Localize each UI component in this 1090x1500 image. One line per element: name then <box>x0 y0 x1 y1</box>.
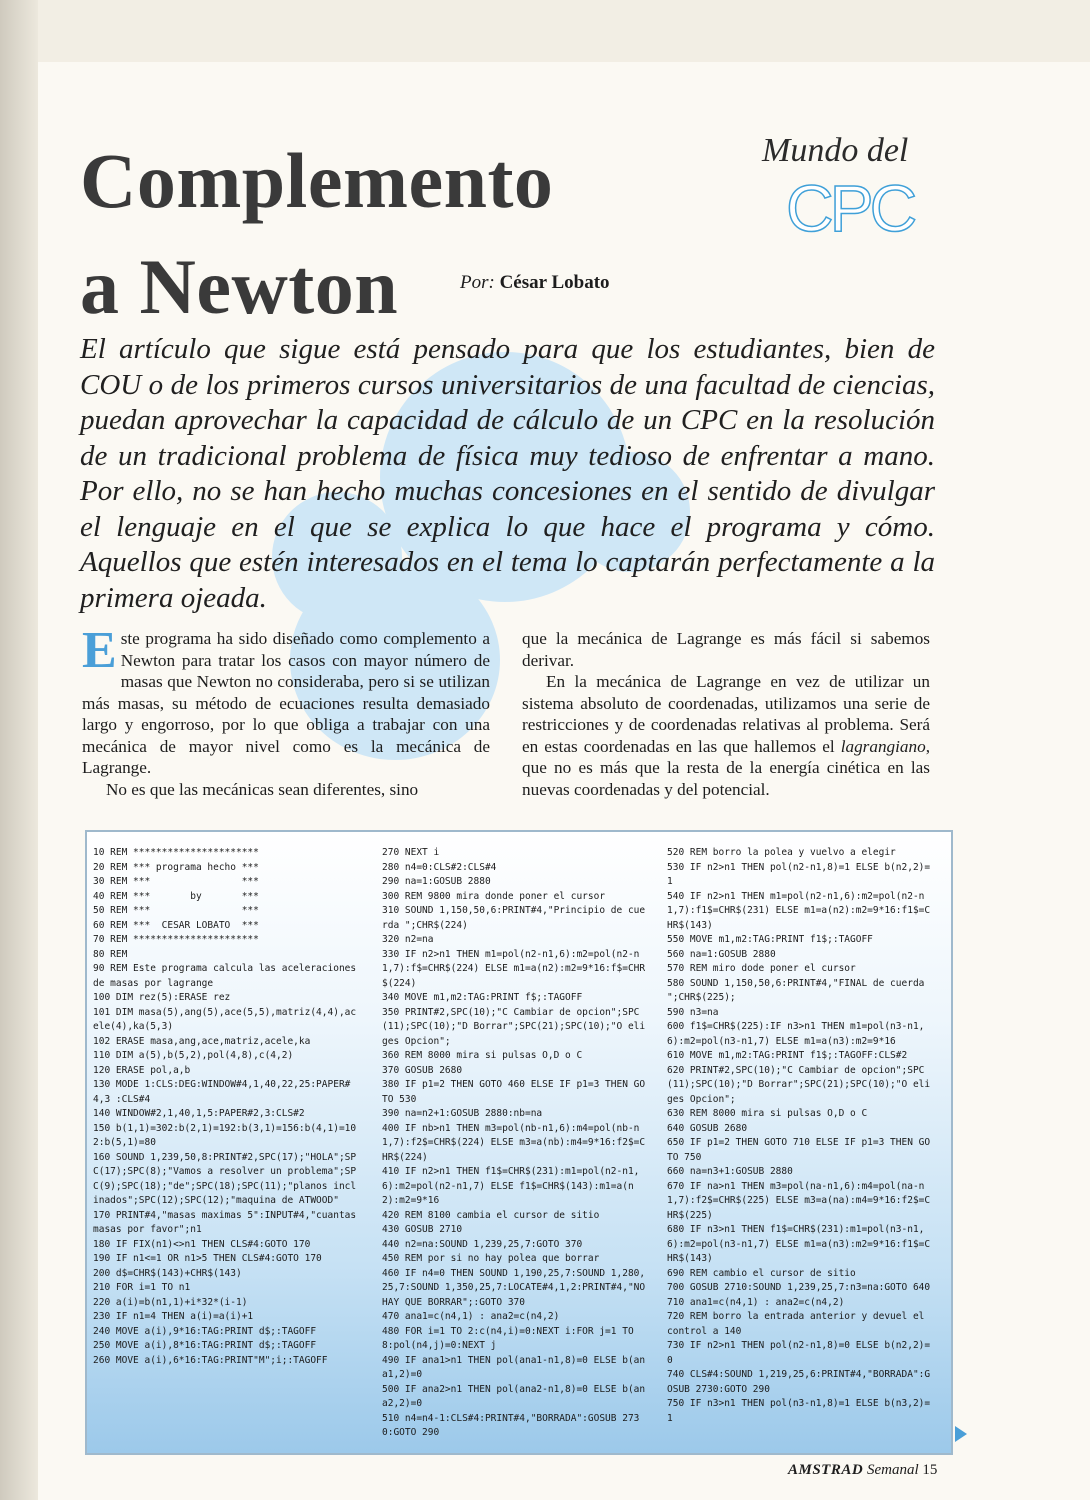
magazine-name: AMSTRAD <box>788 1462 864 1478</box>
basic-program-listing <box>85 830 953 1455</box>
article-title <box>80 128 553 340</box>
section-label: Mundo del <box>762 132 909 169</box>
title-line-2: a Newton <box>80 243 399 330</box>
body-paragraph: No es que las mecánicas sean diferentes, sino <box>106 779 419 799</box>
body-text: En la mecánica de Lagrange en vez de utilizar un sistema absoluto de coordenadas, utilizamos una serie de restricciones y de coordenadas relativas al problema. Será en estas coordenadas en las que hallemos el <box>522 672 930 756</box>
listing-column-2: 270 NEXT i 280 n4=0:CLS#2:CLS#4 290 na=1:GOSUB 2880 300 REM 9800 mira donde poner el cursor 310 SOUND 1,150,50,6:PRINT#4,"Principio de cuerda ";CHR$(224) 320 n2=na 330 IF n2>n1 THEN m1=pol(n2-n1,6):m2=pol(n2-n1,7):f$=CHR$(224) ELSE m1=a(n2):m2=9*16:f$=CHR$(224) 340 MOVE m1,m2:TAG:PRINT f$;:TAGOFF 350 PRINT#2,SPC(10);"C Cambiar de opcion";SPC(11);SPC(10);"D Borrar";SPC(21);SPC(10);"O eliges Opcion"; 360 REM 8000 mira si pulsas O,D o C 370 GOSUB 2680 380 IF p1=2 THEN GOTO 460 ELSE IF p1=3 THEN GOTO 530 390 na=n2+1:GOSUB 2880:nb=na 400 IF nb>n1 THEN m3=pol(nb-n1,6):m4=pol(nb-n1,7):f2$=CHR$(224) ELSE m3=a(nb):m4=9*16:f2$=CHR$(224) 410 IF n2>n1 THEN f1$=CHR$(231):m1=pol(n2-n1,6):m2=pol(n2-n1,7) ELSE f1$=CHR$(143):m1=a(n2):m2=9*16 420 REM 8100 cambia el cursor de sitio 430 GOSUB 2710 440 n2=na:SOUND 1,239,25,7:GOTO 370 450 REM por si no hay polea que borrar 460 IF n4=0 THEN SOUND 1,190,25,7:SOUND 1,280,25,7:SOUND 1,350,25,7:LOCATE#4,1,2:PRINT#4,"NO HAY QUE BORRAR";:GOTO 370 470 ana1=c(n4,1) : ana2=c(n4,2) 480 FOR i=1 TO 2:c(n4,i)=0:NEXT i:FOR j=1 TO 8:pol(n4,j)=0:NEXT j 490 IF ana1>n1 THEN pol(ana1-n1,8)=0 ELSE b(ana1,2)=0 500 IF ana2>n1 THEN pol(ana2-n1,8)=0 ELSE b(ana2,2)=0 510 n4=n4-1:CLS#4:PRINT#4,"BORRADA":GOSUB 2730:GOTO 290 <box>382 847 646 1438</box>
body-text: , que no es más que la resta de la energía cinética en las nuevas coordenadas y del potencial. <box>522 736 930 799</box>
listing-column-3: 520 REM borro la polea y vuelvo a elegir 530 IF n2>n1 THEN pol(n2-n1,8)=1 ELSE b(n2,2)=1 540 IF n2>n1 THEN m1=pol(n2-n1,6):m2=pol(n2-n1,7):f1$=CHR$(231) ELSE m1=a(n2):m2=9*16:f1$=CHR$(143) 550 MOVE m1,m2:TAG:PRINT f1$;:TAGOFF 560 na=1:GOSUB 2880 570 REM miro dode poner el cursor 580 SOUND 1,150,50,6:PRINT#4,"FINAL de cuerda ";CHR$(225); 590 n3=na 600 f1$=CHR$(225):IF n3>n1 THEN m1=pol(n3-n1,6):m2=pol(n3-n1,7) ELSE m1=a(n3):m2=9*16 610 MOVE m1,m2:TAG:PRINT f1$;:TAGOFF:CLS#2 620 PRINT#2,SPC(10);"C Cambiar de opcion";SPC(11);SPC(10);"D Borrar";SPC(21);SPC(10);"O eliges Opcion"; 630 REM 8000 mira si pulsas O,D o C 640 GOSUB 2680 650 IF p1=2 THEN GOTO 710 ELSE IF p1=3 THEN GOTO 750 660 na=n3+1:GOSUB 2880 670 IF na>n1 THEN m3=pol(na-n1,6):m4=pol(na-n1,7):f2$=CHR$(225) ELSE m3=a(na):m4=9*16:f2$=CHR$(225) 680 IF n3>n1 THEN f1$=CHR$(231):m1=pol(n3-n1,6):m2=pol(n3-n1,7) ELSE m1=a(n3):m2=9*16:f1$=CHR$(143) 690 REM cambio el cursor de sitio 700 GOSUB 2710:SOUND 1,239,25,7:n3=na:GOTO 640 710 ana1=c(n4,1) : ana2=c(n4,2) 720 REM borro la entrada anterior y devuel el control a 140 730 IF n2>n1 THEN pol(n2-n1,8)=0 ELSE b(n2,2)=0 740 CLS#4:SOUND 1,219,25,6:PRINT#4,"BORRADA":GOSUB 2730:GOTO 290 750 IF n3>n1 THEN pol(n3-n1,8)=1 ELSE b(n3,2)=1 <box>667 847 931 1424</box>
byline-prefix: Por: <box>460 272 495 293</box>
body-column-1 <box>82 622 490 800</box>
lead-paragraph: El artículo que sigue está pensado para que los estudiantes, bien de COU o de los primeros cursos universitarios de una facultad de ciencias, puedan aprovechar la capacidad de cálculo de un CPC en la resolución de un tradicional problema de física muy tedioso de enfrentar a mano. Por ello, no se han hecho muchas concesiones en el sentido de divulgar el lenguaje en el que se explica lo que hace el programa y cómo. Aquellos que estén interesados en el tema lo captarán perfectamente a la primera ojeada. <box>80 333 935 614</box>
page-footer <box>788 1462 937 1479</box>
magazine-spine <box>0 0 38 1500</box>
body-paragraph: que la mecánica de Lagrange es más fácil si sabemos derivar. <box>522 629 930 670</box>
body-paragraph <box>82 622 490 779</box>
body-paragraph <box>522 671 930 800</box>
body-column-2 <box>522 628 930 800</box>
title-line-1: Complemento <box>80 137 554 224</box>
page-number: 15 <box>922 1462 938 1478</box>
body-text: ste programa ha sido diseñado como complemento a Newton para tratar los casos con mayor número de masas que Newton no consideraba, pero si se utilizan más masas, su método de ecuaciones resulta demasiado largo y engorroso, por lo que obliga a trabajar con una mecánica de mayor nivel como es la mecánica de Lagrange. <box>82 629 490 777</box>
author-name: César Lobato <box>499 272 610 293</box>
continue-arrow-icon <box>955 1426 967 1442</box>
byline <box>460 272 610 294</box>
magazine-edition: Semanal <box>866 1462 919 1478</box>
body-emphasis: lagrangiano <box>840 736 926 756</box>
drop-cap: E <box>82 622 117 679</box>
listing-column-1: 10 REM ********************** 20 REM *** programa hecho *** 30 REM *** *** 40 REM *** by *** 50 REM *** *** 60 REM *** CESAR LOBATO *** 70 REM ********************** 80 REM 90 REM Este programa calcula las aceleraciones de masas por lagrange 100 DIM rez(5):ERASE rez 101 DIM masa(5),ang(5),ace(5,5),matriz(4,4),acele(4),ka(5,3) 102 ERASE masa,ang,ace,matriz,acele,ka 110 DIM a(5),b(5,2),pol(4,8),c(4,2) 120 ERASE pol,a,b 130 MODE 1:CLS:DEG:WINDOW#4,1,40,22,25:PAPER#4,3 :CLS#4 140 WINDOW#2,1,40,1,5:PAPER#2,3:CLS#2 150 b(1,1)=302:b(2,1)=192:b(3,1)=156:b(4,1)=102:b(5,1)=80 160 SOUND 1,239,50,8:PRINT#2,SPC(17);"HOLA";SPC(17);SPC(8);"Vamos a resolver un problema";SPC(9);SPC(18);"de";SPC(18);SPC(11);"planos inclinados";SPC(12);SPC(12);"maquina de ATWOOD" 170 PRINT#4,"masas maximas 5":INPUT#4,"cuantas masas por favor";n1 180 IF FIX(n1)<>n1 THEN CLS#4:GOTO 170 190 IF n1<=1 OR n1>5 THEN CLS#4:GOTO 170 200 d$=CHR$(143)+CHR$(143) 210 FOR i=1 TO n1 220 a(i)=b(n1,1)+i*32*(i-1) 230 IF n1=4 THEN a(i)=a(i)+1 240 MOVE a(i),9*16:TAG:PRINT d$;:TAGOFF 250 MOVE a(i),8*16:TAG:PRINT d$;:TAGOFF 260 MOVE a(i),6*16:TAG:PRINT"M";i;:TAGOFF <box>93 847 357 1366</box>
section-brand-logo: CPC <box>786 171 914 245</box>
